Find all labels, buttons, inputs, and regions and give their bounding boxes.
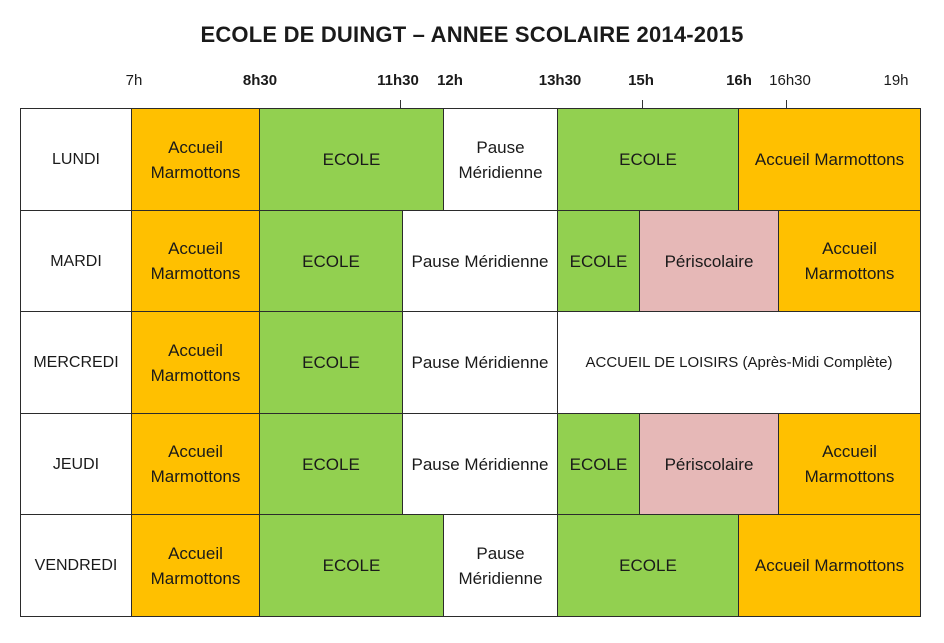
ecole-block: ECOLE	[259, 311, 403, 414]
time-label: 16h30	[769, 72, 811, 89]
time-label: 16h	[726, 72, 752, 89]
accueil-block: Accueil Marmottons	[131, 413, 260, 515]
ecole-block: ECOLE	[259, 413, 403, 515]
ecole-block: ECOLE	[557, 413, 640, 515]
time-label: 12h	[437, 72, 463, 89]
ecole-block: ECOLE	[557, 210, 640, 312]
accueil-block: Accueil Marmottons	[131, 210, 260, 312]
page-title: ECOLE DE DUINGT – ANNEE SCOLAIRE 2014-2015	[200, 22, 744, 47]
time-label: 11h30	[377, 72, 419, 89]
pause-block: Pause Méridienne	[402, 413, 558, 515]
schedule-grid	[20, 108, 920, 616]
time-label: 15h	[628, 72, 654, 89]
day-label: VENDREDI	[20, 514, 132, 617]
pause-block: Pause Méridienne	[402, 311, 558, 414]
ecole-block: ECOLE	[557, 514, 739, 617]
accueil-block: Accueil Marmottons	[131, 514, 260, 617]
ecole-block: ECOLE	[557, 108, 739, 211]
ecole-block: ECOLE	[259, 108, 444, 211]
time-label: 13h30	[538, 72, 582, 89]
accueil-block: Accueil Marmottons	[131, 108, 260, 211]
accueil-block: Accueil Marmottons	[738, 514, 921, 617]
time-label: 8h30	[242, 72, 278, 89]
day-label: MERCREDI	[20, 311, 132, 414]
pause-block: Pause Méridienne	[443, 108, 558, 211]
pause-block: Pause Méridienne	[443, 514, 558, 617]
day-label: LUNDI	[20, 108, 132, 211]
day-label: JEUDI	[20, 413, 132, 515]
pause-block: Pause Méridienne	[402, 210, 558, 312]
periscolaire-block: Périscolaire	[639, 413, 779, 515]
day-label: MARDI	[20, 210, 132, 312]
accueil-block: Accueil Marmottons	[778, 210, 921, 312]
ecole-block: ECOLE	[259, 514, 444, 617]
ecole-block: ECOLE	[259, 210, 403, 312]
loisirs-block: ACCUEIL DE LOISIRS (Après-Midi Complète)	[557, 311, 921, 414]
accueil-block: Accueil Marmottons	[778, 413, 921, 515]
accueil-block: Accueil Marmottons	[131, 311, 260, 414]
time-label: 7h	[125, 72, 143, 89]
accueil-block: Accueil Marmottons	[738, 108, 921, 211]
periscolaire-block: Périscolaire	[639, 210, 779, 312]
time-label: 19h	[883, 72, 909, 89]
